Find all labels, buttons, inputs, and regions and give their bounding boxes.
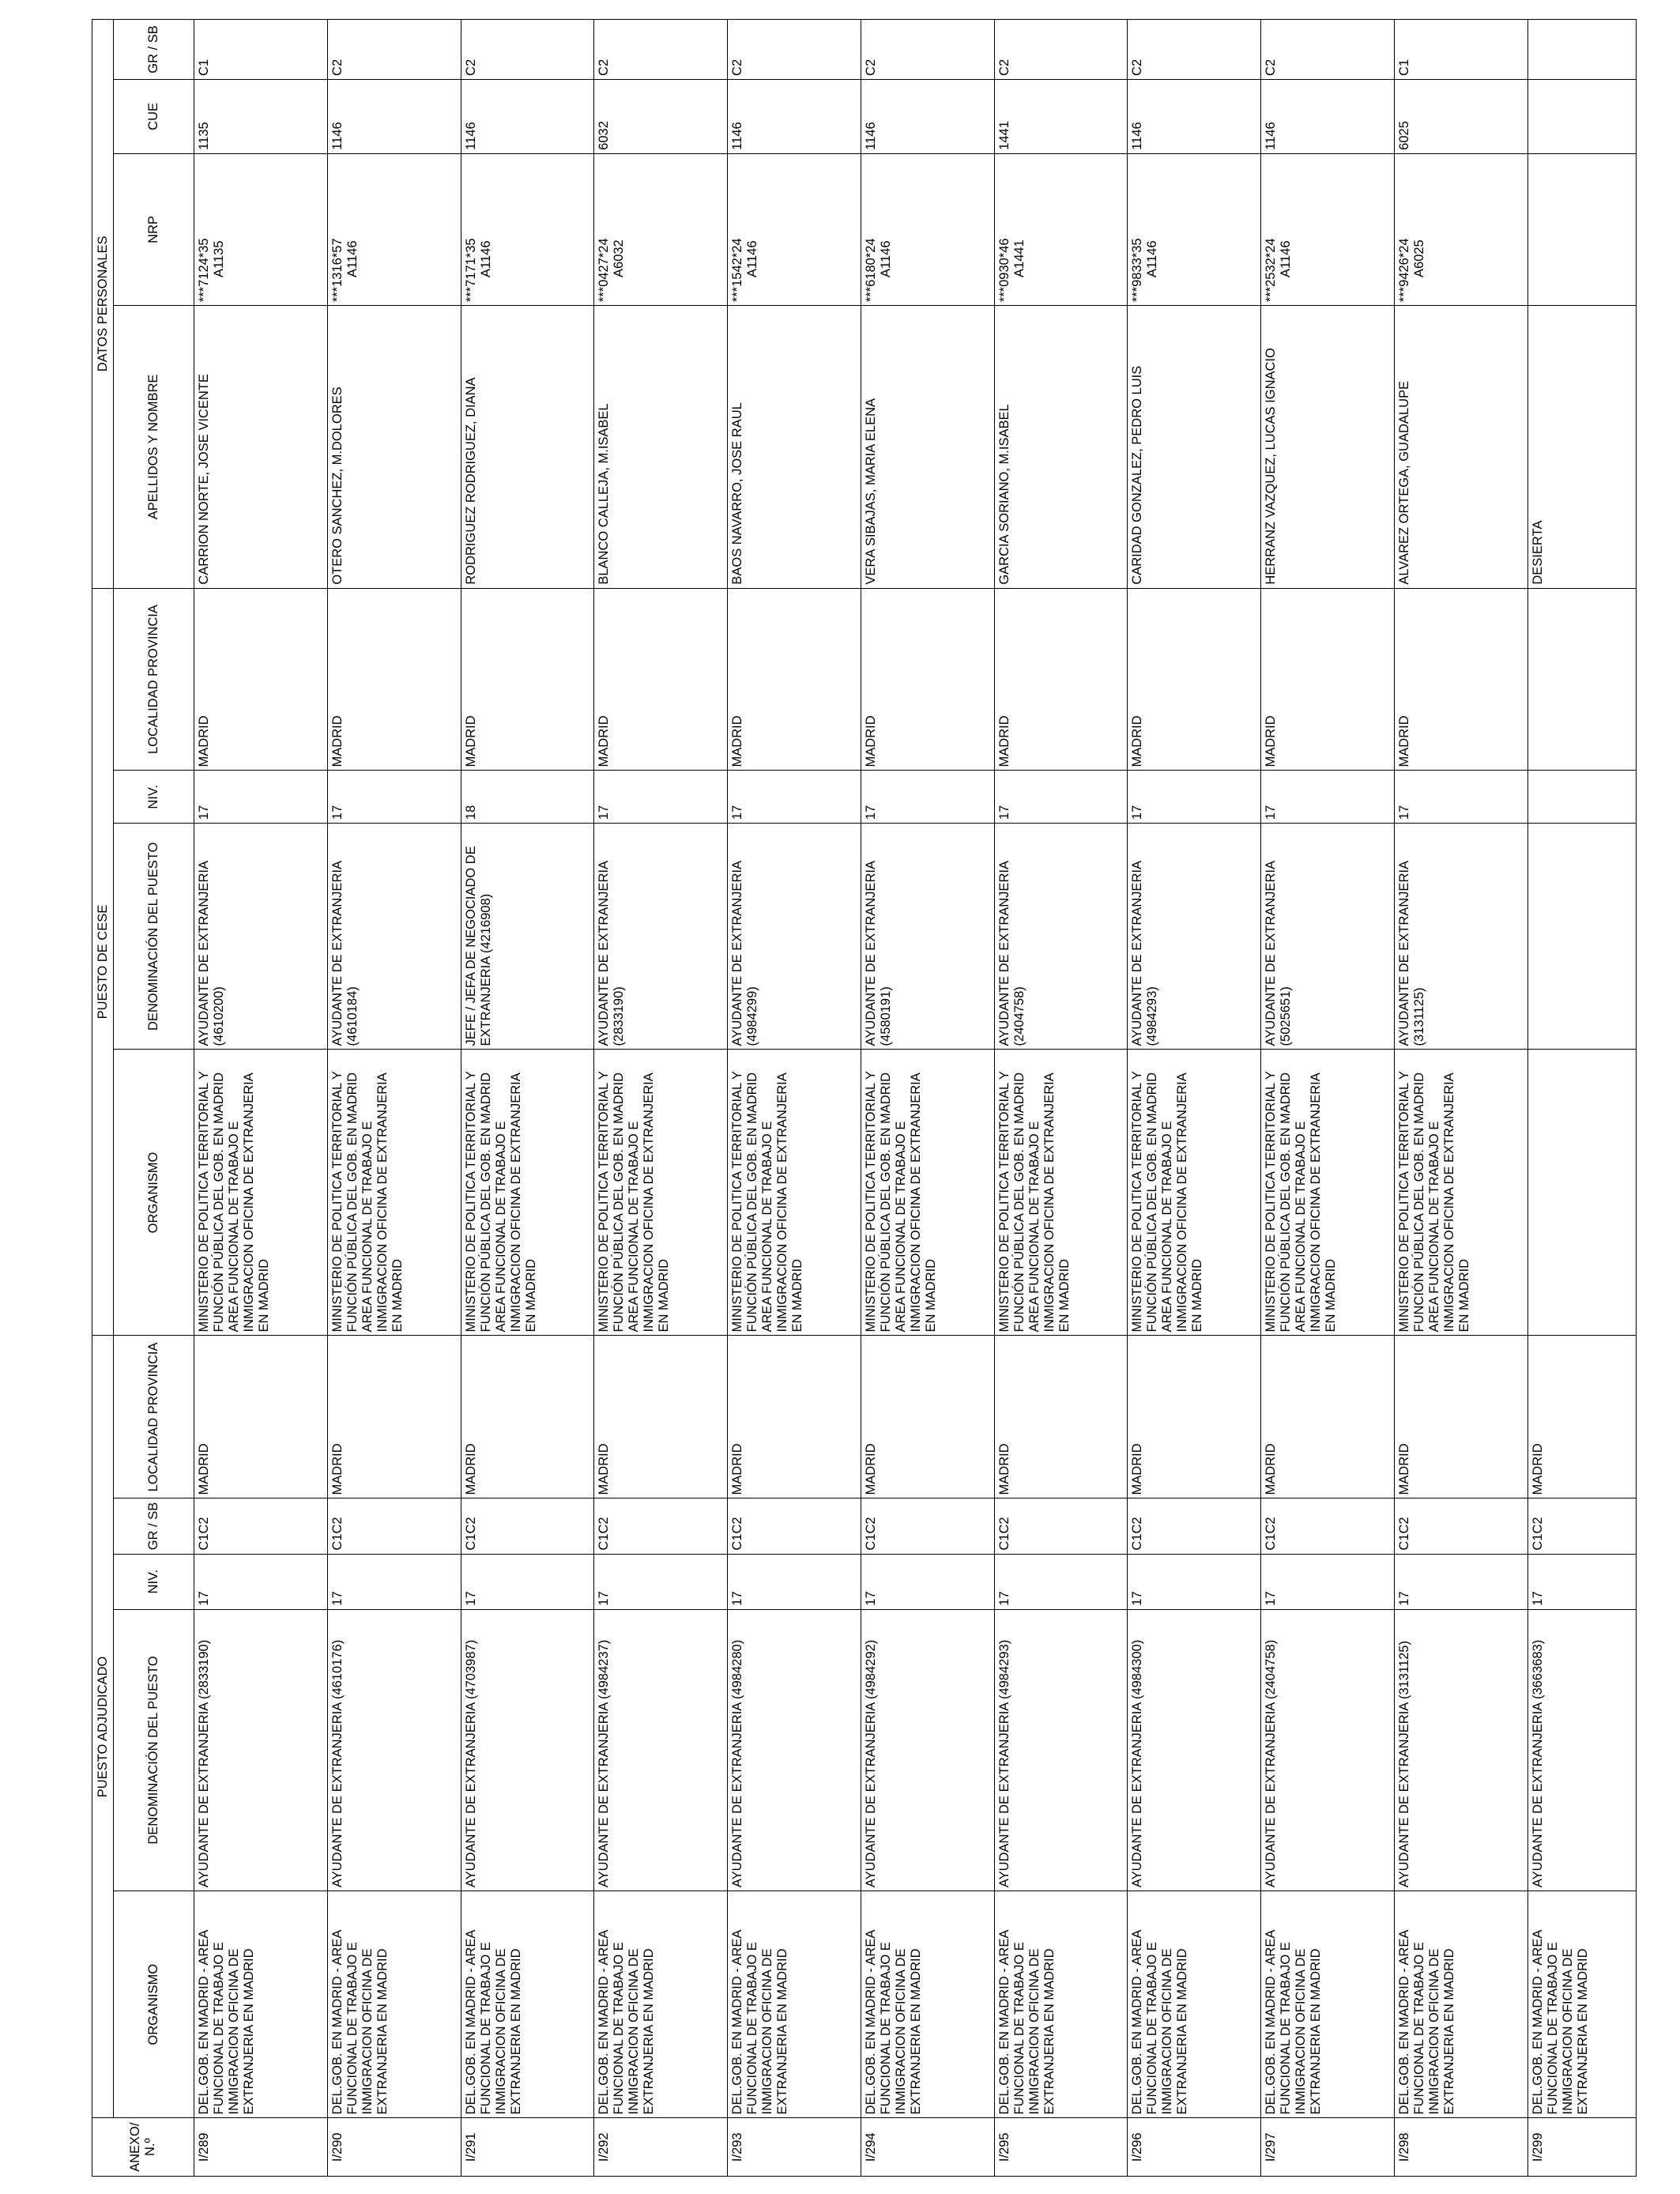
gr-sb-cell: C1C2 (728, 1498, 861, 1554)
gr-sb-cell: C1C2 (994, 1498, 1128, 1554)
gr-sb-personal-cell: C2 (861, 20, 994, 80)
gr-sb-cell: C1C2 (1261, 1498, 1395, 1554)
localidad-cese-cell: MADRID (461, 588, 594, 771)
localidad-cell: MADRID (1128, 1336, 1261, 1498)
cue-cell: 1441 (994, 79, 1128, 153)
group-puesto-cese: PUESTO DE CESE (92, 588, 114, 1336)
col-cue: CUE (114, 79, 194, 153)
niv-cese-cell (1527, 771, 1636, 824)
gr-sb-personal-cell: C2 (1128, 20, 1261, 80)
denominacion-cese-cell: AYUDANTE DE EXTRANJERIA (5025651) (1261, 824, 1395, 1050)
cue-cell: 6025 (1394, 79, 1527, 153)
col-denominacion: DENOMINACIÓN DEL PUESTO (114, 1609, 194, 1891)
table-row (1261, 20, 1395, 2177)
gr-sb-personal-cell: C2 (728, 20, 861, 80)
anexo-cell: I/299 (1527, 2118, 1636, 2177)
nrp-cell (1527, 153, 1636, 305)
gr-sb-cell: C1C2 (327, 1498, 461, 1554)
localidad-cell: MADRID (194, 1336, 328, 1498)
organismo-cell: DEL.GOB. EN MADRID - AREA FUNCIONAL DE TRABAJO E INMIGRACION OFICINA DE EXTRANJERIA EN MADRID (1128, 1891, 1261, 2118)
localidad-cell: MADRID (1261, 1336, 1395, 1498)
anexo-cell: I/290 (327, 2118, 461, 2177)
localidad-cese-cell: MADRID (327, 588, 461, 771)
apellidos-nombre-cell: CARRION NORTE, JOSE VICENTE (194, 306, 328, 589)
col-gr-sb: GR / SB (114, 1498, 194, 1554)
table-row (1394, 20, 1527, 2177)
anexo-cell: I/292 (594, 2118, 728, 2177)
localidad-cell: MADRID (994, 1336, 1128, 1498)
cue-cell: 1135 (194, 79, 328, 153)
niv-cese-cell: 17 (1394, 771, 1527, 824)
denominacion-cell: AYUDANTE DE EXTRANJERIA (2404758) (1261, 1609, 1395, 1891)
localidad-cell: MADRID (594, 1336, 728, 1498)
localidad-cese-cell: MADRID (1128, 588, 1261, 771)
niv-cese-cell: 17 (1261, 771, 1395, 824)
denominacion-cese-cell: AYUDANTE DE EXTRANJERIA (4610184) (327, 824, 461, 1050)
nrp-cell: ***2532*24 A1146 (1261, 153, 1395, 305)
niv-cell: 17 (461, 1554, 594, 1609)
organismo-cese-cell: MINISTERIO DE POLITICA TERRITORIAL Y FUNCIÓN PÚBLICA DEL GOB. EN MADRID AREA FUNCIONAL DE TRABAJO E INMIGRACION OFICINA DE EXTRANJERIA EN MADRID (327, 1050, 461, 1336)
localidad-cese-cell: MADRID (861, 588, 994, 771)
organismo-cell: DEL.GOB. EN MADRID - AREA FUNCIONAL DE TRABAJO E INMIGRACION OFICINA DE EXTRANJERIA EN MADRID (728, 1891, 861, 2118)
denominacion-cese-cell: AYUDANTE DE EXTRANJERIA (3131125) (1394, 824, 1527, 1050)
gr-sb-cell: C1C2 (1527, 1498, 1636, 1554)
anexo-cell: I/293 (728, 2118, 861, 2177)
anexo-cell: I/294 (861, 2118, 994, 2177)
gr-sb-personal-cell: C2 (594, 20, 728, 80)
organismo-cell: DEL.GOB. EN MADRID - AREA FUNCIONAL DE TRABAJO E INMIGRACION OFICINA DE EXTRANJERIA EN MADRID (461, 1891, 594, 2118)
apellidos-nombre-cell: OTERO SANCHEZ, M.DOLORES (327, 306, 461, 589)
col-niv: NIV. (114, 1554, 194, 1609)
niv-cese-cell: 17 (861, 771, 994, 824)
localidad-cese-cell: MADRID (728, 588, 861, 771)
denominacion-cell: AYUDANTE DE EXTRANJERIA (4984237) (594, 1609, 728, 1891)
niv-cell: 17 (327, 1554, 461, 1609)
organismo-cell: DEL.GOB. EN MADRID - AREA FUNCIONAL DE TRABAJO E INMIGRACION OFICINA DE EXTRANJERIA EN MADRID (327, 1891, 461, 2118)
niv-cell: 17 (861, 1554, 994, 1609)
organismo-cese-cell: MINISTERIO DE POLITICA TERRITORIAL Y FUNCIÓN PÚBLICA DEL GOB. EN MADRID AREA FUNCIONAL DE TRABAJO E INMIGRACION OFICINA DE EXTRANJERIA EN MADRID (728, 1050, 861, 1336)
gr-sb-personal-cell: C1 (1394, 20, 1527, 80)
gr-sb-personal-cell: C2 (461, 20, 594, 80)
denominacion-cese-cell (1527, 824, 1636, 1050)
organismo-cell: DEL.GOB. EN MADRID - AREA FUNCIONAL DE TRABAJO E INMIGRACION OFICINA DE EXTRANJERIA EN MADRID (1394, 1891, 1527, 2118)
gr-sb-personal-cell: C1 (194, 20, 328, 80)
organismo-cese-cell: MINISTERIO DE POLITICA TERRITORIAL Y FUNCIÓN PÚBLICA DEL GOB. EN MADRID AREA FUNCIONAL DE TRABAJO E INMIGRACION OFICINA DE EXTRANJERIA EN MADRID (861, 1050, 994, 1336)
organismo-cese-cell: MINISTERIO DE POLITICA TERRITORIAL Y FUNCIÓN PÚBLICA DEL GOB. EN MADRID AREA FUNCIONAL DE TRABAJO E INMIGRACION OFICINA DE EXTRANJERIA EN MADRID (1261, 1050, 1395, 1336)
localidad-cese-cell: MADRID (194, 588, 328, 771)
nrp-cell: ***9833*35 A1146 (1128, 153, 1261, 305)
cue-cell: 1146 (1261, 79, 1395, 153)
denominacion-cell: AYUDANTE DE EXTRANJERIA (4610176) (327, 1609, 461, 1891)
group-datos-personales: DATOS PERSONALES (92, 20, 114, 589)
denominacion-cese-cell: AYUDANTE DE EXTRANJERIA (4610200) (194, 824, 328, 1050)
organismo-cese-cell: MINISTERIO DE POLITICA TERRITORIAL Y FUNCIÓN PÚBLICA DEL GOB. EN MADRID AREA FUNCIONAL DE TRABAJO E INMIGRACION OFICINA DE EXTRANJERIA EN MADRID (461, 1050, 594, 1336)
nrp-cell: ***1542*24 A1146 (728, 153, 861, 305)
cue-cell (1527, 79, 1636, 153)
table-row (994, 20, 1128, 2177)
denominacion-cese-cell: AYUDANTE DE EXTRANJERIA (2404758) (994, 824, 1128, 1050)
niv-cell: 17 (728, 1554, 861, 1609)
localidad-cell: MADRID (461, 1336, 594, 1498)
anexo-cell: I/289 (194, 2118, 328, 2177)
table-row (594, 20, 728, 2177)
gr-sb-cell: C1C2 (861, 1498, 994, 1554)
niv-cell: 17 (1394, 1554, 1527, 1609)
table-row (861, 20, 994, 2177)
gr-sb-cell: C1C2 (594, 1498, 728, 1554)
col-localidad: LOCALIDAD PROVINCIA (114, 1336, 194, 1498)
organismo-cell: DEL.GOB. EN MADRID - AREA FUNCIONAL DE TRABAJO E INMIGRACION OFICINA DE EXTRANJERIA EN MADRID (861, 1891, 994, 2118)
niv-cell: 17 (1128, 1554, 1261, 1609)
denominacion-cese-cell: AYUDANTE DE EXTRANJERIA (4984293) (1128, 824, 1261, 1050)
anexo-cell: I/291 (461, 2118, 594, 2177)
niv-cell: 17 (994, 1554, 1128, 1609)
group-header-row (92, 20, 114, 2177)
localidad-cell: MADRID (1394, 1336, 1527, 1498)
cue-cell: 1146 (728, 79, 861, 153)
localidad-cese-cell: MADRID (994, 588, 1128, 771)
denominacion-cese-cell: AYUDANTE DE EXTRANJERIA (4984299) (728, 824, 861, 1050)
organismo-cese-cell (1527, 1050, 1636, 1336)
cue-cell: 6032 (594, 79, 728, 153)
organismo-cell: DEL.GOB. EN MADRID - AREA FUNCIONAL DE TRABAJO E INMIGRACION OFICINA DE EXTRANJERIA EN MADRID (1527, 1891, 1636, 2118)
denominacion-cell: AYUDANTE DE EXTRANJERIA (3663683) (1527, 1609, 1636, 1891)
anexo-cell: I/298 (1394, 2118, 1527, 2177)
denominacion-cell: AYUDANTE DE EXTRANJERIA (4984280) (728, 1609, 861, 1891)
gr-sb-personal-cell: C2 (1261, 20, 1395, 80)
organismo-cell: DEL.GOB. EN MADRID - AREA FUNCIONAL DE TRABAJO E INMIGRACION OFICINA DE EXTRANJERIA EN MADRID (194, 1891, 328, 2118)
organismo-cese-cell: MINISTERIO DE POLITICA TERRITORIAL Y FUNCIÓN PÚBLICA DEL GOB. EN MADRID AREA FUNCIONAL DE TRABAJO E INMIGRACION OFICINA DE EXTRANJERIA EN MADRID (1394, 1050, 1527, 1336)
anexo-cell: I/297 (1261, 2118, 1395, 2177)
col-organismo-cese: ORGANISMO (114, 1050, 194, 1336)
cue-cell: 1146 (1128, 79, 1261, 153)
nrp-cell: ***1316*57 A1146 (327, 153, 461, 305)
apellidos-nombre-cell: DESIERTA (1527, 306, 1636, 589)
apellidos-nombre-cell: HERRANZ VAZQUEZ, LUCAS IGNACIO (1261, 306, 1395, 589)
niv-cell: 17 (1527, 1554, 1636, 1609)
col-gr-sb-personal: GR / SB (114, 20, 194, 80)
organismo-cese-cell: MINISTERIO DE POLITICA TERRITORIAL Y FUNCIÓN PÚBLICA DEL GOB. EN MADRID AREA FUNCIONAL DE TRABAJO E INMIGRACION OFICINA DE EXTRANJERIA EN MADRID (1128, 1050, 1261, 1336)
col-organismo: ORGANISMO (114, 1891, 194, 2118)
col-nrp: NRP (114, 153, 194, 305)
table-row (327, 20, 461, 2177)
gr-sb-personal-cell: C2 (327, 20, 461, 80)
localidad-cese-cell: MADRID (594, 588, 728, 771)
localidad-cese-cell: MADRID (1394, 588, 1527, 771)
column-header-row (114, 20, 194, 2177)
apellidos-nombre-cell: BLANCO CALLEJA, M.ISABEL (594, 306, 728, 589)
localidad-cell: MADRID (728, 1336, 861, 1498)
denominacion-cell: AYUDANTE DE EXTRANJERIA (2833190) (194, 1609, 328, 1891)
nrp-cell: ***7171*35 A1146 (461, 153, 594, 305)
anexo-cell: I/296 (1128, 2118, 1261, 2177)
col-apellidos-nombre: APELLIDOS Y NOMBRE (114, 306, 194, 589)
niv-cese-cell: 17 (327, 771, 461, 824)
niv-cell: 17 (1261, 1554, 1395, 1609)
apellidos-nombre-cell: BAOS NAVARRO, JOSE RAUL (728, 306, 861, 589)
group-puesto-adjudicado: PUESTO ADJUDICADO (92, 1336, 114, 2118)
apellidos-nombre-cell: VERA SIBAJAS, MARIA ELENA (861, 306, 994, 589)
niv-cese-cell: 17 (594, 771, 728, 824)
denominacion-cell: AYUDANTE DE EXTRANJERIA (4703987) (461, 1609, 594, 1891)
denominacion-cell: AYUDANTE DE EXTRANJERIA (4984300) (1128, 1609, 1261, 1891)
organismo-cese-cell: MINISTERIO DE POLITICA TERRITORIAL Y FUNCIÓN PÚBLICA DEL GOB. EN MADRID AREA FUNCIONAL DE TRABAJO E INMIGRACION OFICINA DE EXTRANJERIA EN MADRID (994, 1050, 1128, 1336)
denominacion-cese-cell: AYUDANTE DE EXTRANJERIA (2833190) (594, 824, 728, 1050)
table-row (194, 20, 328, 2177)
gr-sb-cell: C1C2 (1394, 1498, 1527, 1554)
niv-cese-cell: 17 (194, 771, 328, 824)
organismo-cese-cell: MINISTERIO DE POLITICA TERRITORIAL Y FUNCIÓN PÚBLICA DEL GOB. EN MADRID AREA FUNCIONAL DE TRABAJO E INMIGRACION OFICINA DE EXTRANJERIA EN MADRID (194, 1050, 328, 1336)
denominacion-cell: AYUDANTE DE EXTRANJERIA (4984292) (861, 1609, 994, 1891)
apellidos-nombre-cell: ALVAREZ ORTEGA, GUADALUPE (1394, 306, 1527, 589)
table-row (728, 20, 861, 2177)
col-anexo: ANEXO/N.º (92, 2118, 194, 2177)
table-row (1527, 20, 1636, 2177)
localidad-cell: MADRID (1527, 1336, 1636, 1498)
cue-cell: 1146 (461, 79, 594, 153)
niv-cese-cell: 17 (994, 771, 1128, 824)
nrp-cell: ***9426*24 A6025 (1394, 153, 1527, 305)
nrp-cell: ***0930*46 A1441 (994, 153, 1128, 305)
cue-cell: 1146 (327, 79, 461, 153)
denominacion-cese-cell: JEFE / JEFA DE NEGOCIADO DE EXTRANJERIA (4216908) (461, 824, 594, 1050)
denominacion-cese-cell: AYUDANTE DE EXTRANJERIA (4580191) (861, 824, 994, 1050)
apellidos-nombre-cell: CARIDAD GONZALEZ, PEDRO LUIS (1128, 306, 1261, 589)
localidad-cese-cell (1527, 588, 1636, 771)
gr-sb-cell: C1C2 (461, 1498, 594, 1554)
localidad-cell: MADRID (861, 1336, 994, 1498)
gr-sb-cell: C1C2 (194, 1498, 328, 1554)
niv-cell: 17 (594, 1554, 728, 1609)
denominacion-cell: AYUDANTE DE EXTRANJERIA (4984293) (994, 1609, 1128, 1891)
organismo-cell: DEL.GOB. EN MADRID - AREA FUNCIONAL DE TRABAJO E INMIGRACION OFICINA DE EXTRANJERIA EN MADRID (594, 1891, 728, 2118)
nrp-cell: ***0427*24 A6032 (594, 153, 728, 305)
apellidos-nombre-cell: GARCIA SORIANO, M.ISABEL (994, 306, 1128, 589)
niv-cese-cell: 18 (461, 771, 594, 824)
gr-sb-personal-cell (1527, 20, 1636, 80)
col-niv-cese: NIV. (114, 771, 194, 824)
apellidos-nombre-cell: RODRIGUEZ RODRIGUEZ, DIANA (461, 306, 594, 589)
col-denominacion-cese: DENOMINACIÓN DEL PUESTO (114, 824, 194, 1050)
niv-cese-cell: 17 (728, 771, 861, 824)
niv-cese-cell: 17 (1128, 771, 1261, 824)
table-row (461, 20, 594, 2177)
resolution-table (92, 19, 1637, 2177)
cue-cell: 1146 (861, 79, 994, 153)
anexo-cell: I/295 (994, 2118, 1128, 2177)
nrp-cell: ***6180*24 A1146 (861, 153, 994, 305)
col-localidad-cese: LOCALIDAD PROVINCIA (114, 588, 194, 771)
localidad-cese-cell: MADRID (1261, 588, 1395, 771)
denominacion-cell: AYUDANTE DE EXTRANJERIA (3131125) (1394, 1609, 1527, 1891)
table-row (1128, 20, 1261, 2177)
gr-sb-cell: C1C2 (1128, 1498, 1261, 1554)
gr-sb-personal-cell: C2 (994, 20, 1128, 80)
localidad-cell: MADRID (327, 1336, 461, 1498)
niv-cell: 17 (194, 1554, 328, 1609)
organismo-cell: DEL.GOB. EN MADRID - AREA FUNCIONAL DE TRABAJO E INMIGRACION OFICINA DE EXTRANJERIA EN MADRID (994, 1891, 1128, 2118)
nrp-cell: ***7124*35 A1135 (194, 153, 328, 305)
organismo-cese-cell: MINISTERIO DE POLITICA TERRITORIAL Y FUNCIÓN PÚBLICA DEL GOB. EN MADRID AREA FUNCIONAL DE TRABAJO E INMIGRACION OFICINA DE EXTRANJERIA EN MADRID (594, 1050, 728, 1336)
organismo-cell: DEL.GOB. EN MADRID - AREA FUNCIONAL DE TRABAJO E INMIGRACION OFICINA DE EXTRANJERIA EN MADRID (1261, 1891, 1395, 2118)
